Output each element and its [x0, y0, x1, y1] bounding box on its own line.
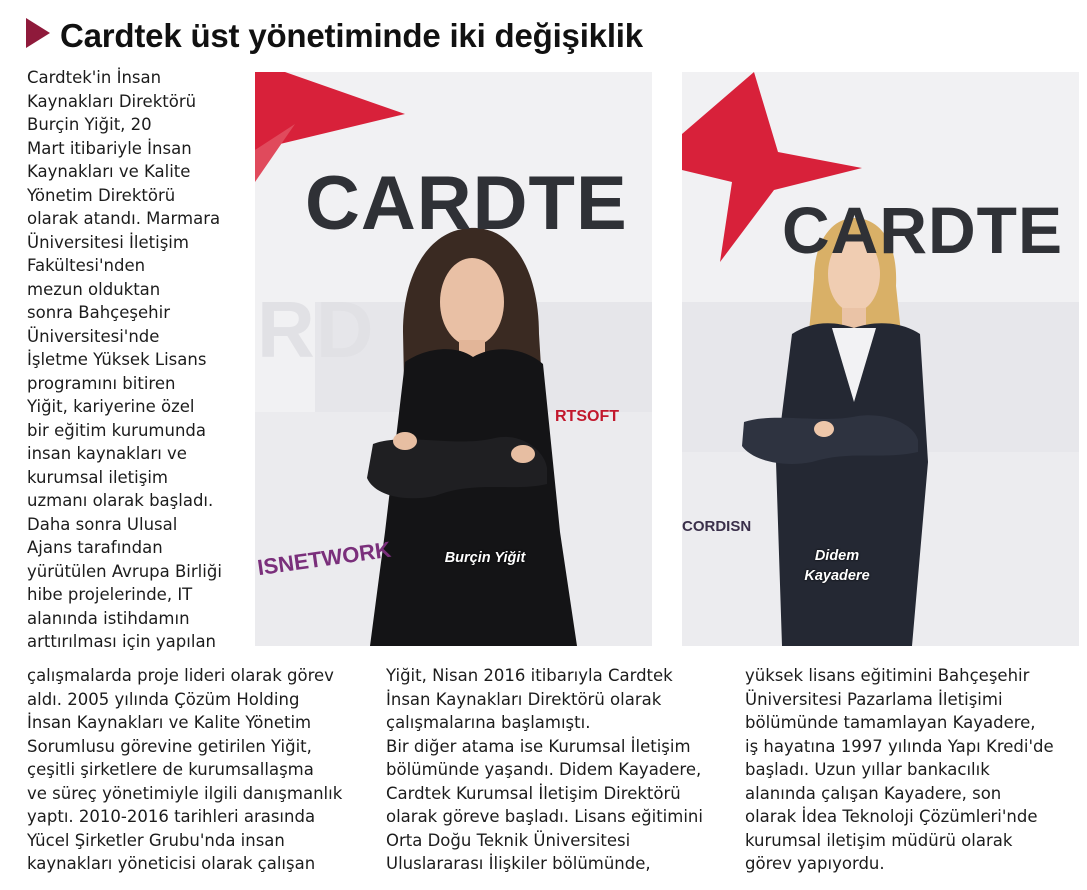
wall-brand-network: ISNETWORK [255, 536, 393, 581]
photo-caption: Burçin Yiğit [444, 550, 526, 566]
article-headline: Cardtek üst yönetiminde iki değişiklik [60, 17, 643, 54]
photo-didem-kayadere [682, 72, 1079, 646]
article-column-3: yüksek lisans eğitimini Bahçeşehir Üniversitesi Pazarlama İletişimi bölümünde tamamlayan Kayadere, iş hayatına 1997 yılında Yapı Kredi'de başladı. Uzun yıllar bankacılık alanında çalışan Kayadere, son olarak İdea Teknoloji Çözümleri'nde kurumsal iletişim müdürü olarak görev yapıyordu. [745, 666, 1054, 873]
article-column-1-bottom: çalışmalarda proje lideri olarak görev aldı. 2005 yılında Çözüm Holding İnsan Kaynakları ve Kalite Yönetim Sorumlusu görevine getirilen Yiğit, çeşitli şirketlere de kurumsallaşma ve süreç yönetimiyle ilgili danışmanlık yaptı. 2010-2016 tarihleri arasında Yücel Şirketler Grubu'nda insan kaynakları yöneticisi olarak çalışan [27, 666, 343, 873]
article-column-2: Yiğit, Nisan 2016 itibarıyla Cardtek İnsan Kaynakları Direktörü olarak çalışmalarına başlamıştı. Bir diğer atama ise Kurumsal İletişim bölümünde yaşandı. Didem Kayadere, Cardtek Kurumsal İletişim Direktörü olarak göreve başladı. Lisans eğitimini Orta Doğu Teknik Üniversitesi Uluslararası İlişkiler bölümünde, [386, 666, 703, 873]
photo-burcin-yigit [255, 72, 652, 646]
wall-brand-soft: RTSOFT [555, 408, 619, 425]
headline-marker [26, 18, 50, 48]
wall-logo-text-faint: RD [257, 285, 375, 374]
photo-caption: Didem Kayadere [804, 548, 870, 584]
wall-logo-text: CARDTE [305, 161, 628, 246]
wall-brand-cordis: CORDISN [682, 518, 752, 535]
wall-logo-text: CARDTE [782, 193, 1063, 267]
article-column-1-top: Cardtek'in İnsan Kaynakları Direktörü Burçin Yiğit, 20 Mart itibariyle İnsan Kaynakları ve Kalite Yönetim Direktörü olarak atandı. Marmara Üniversitesi İletişim Fakültesi'nden mezun olduktan sonra Bahçeşehir Üniversitesi'nde İşletme Yüksek Lisans programını bitiren Yiğit, kariyerine özel bir eğitim kurumunda insan kaynakları ve kurumsal iletişim uzmanı olarak başladı. Daha sonra Ulusal Ajans tarafından yürütülen Avrupa Birliği hibe projelerinde, IT alanında istihdamın arttırılması için yapılan [27, 68, 222, 651]
